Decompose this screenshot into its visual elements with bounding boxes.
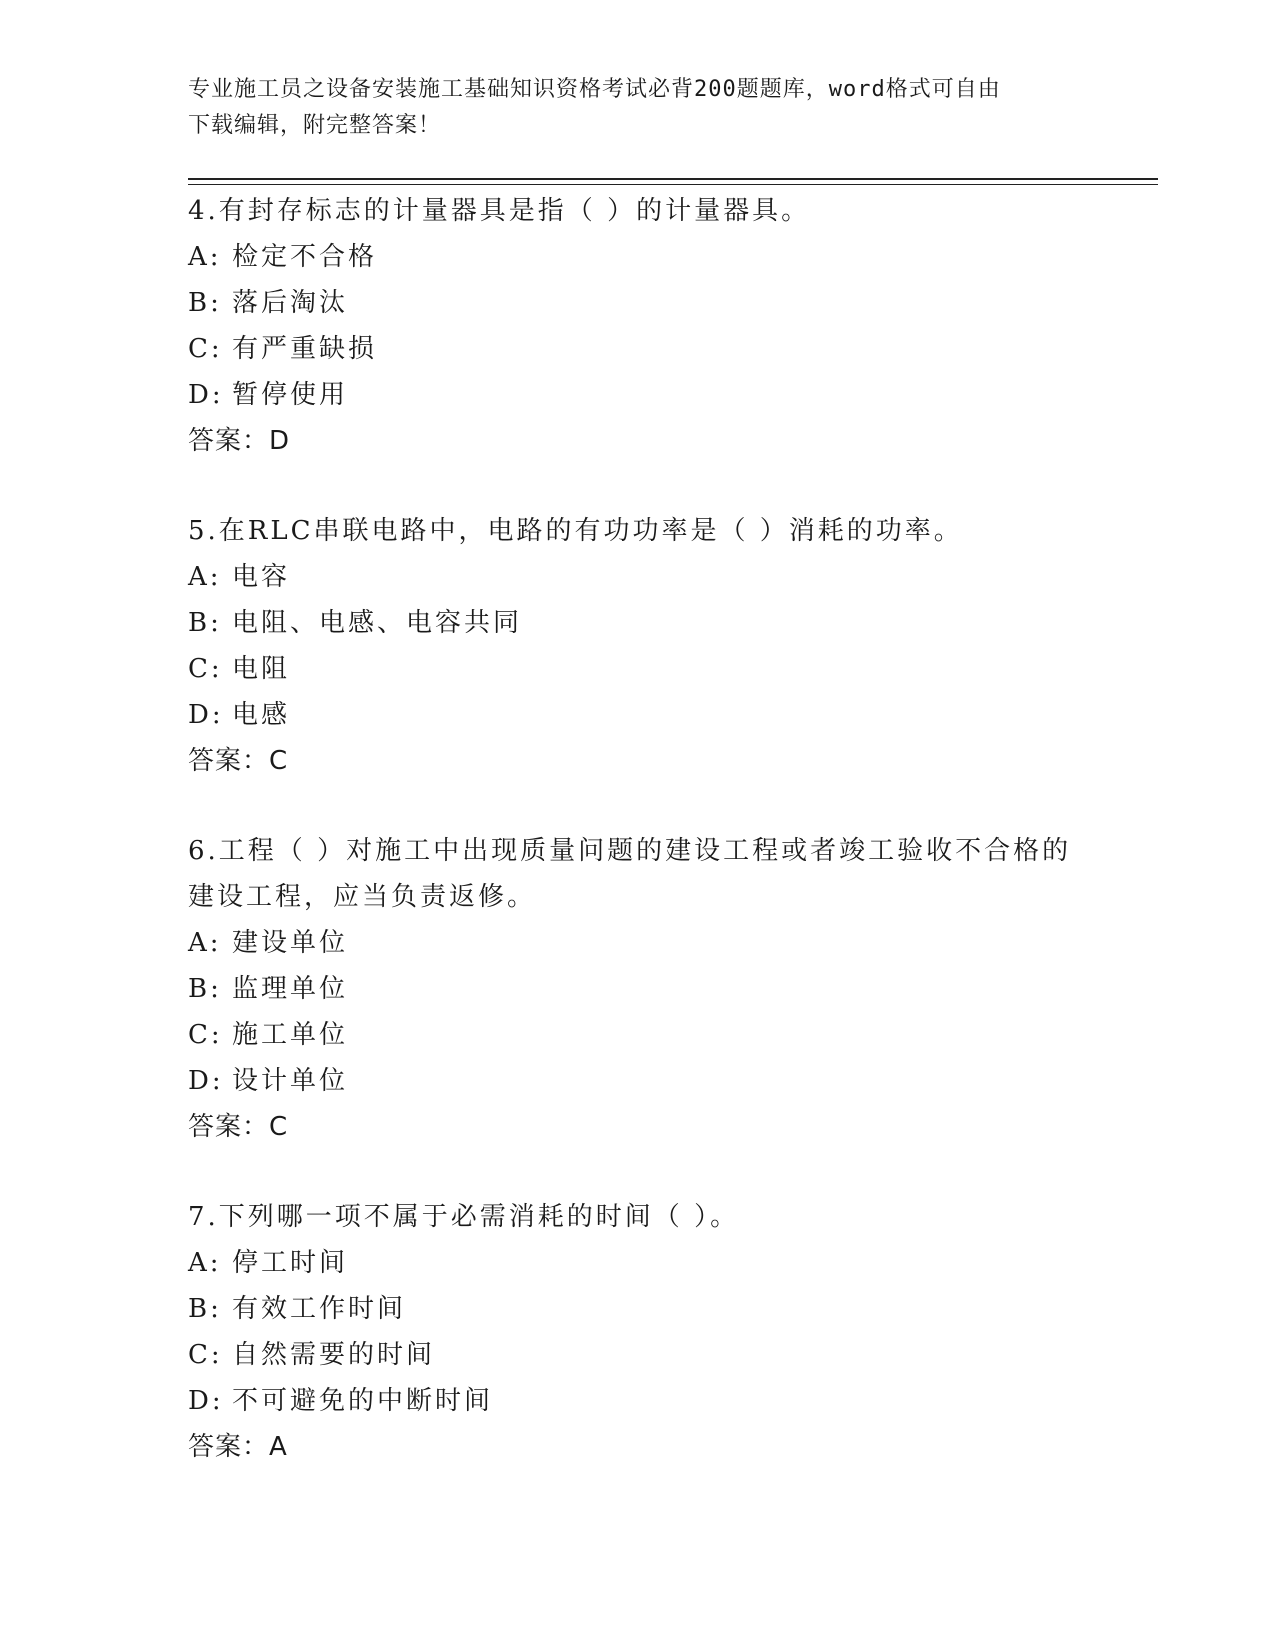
option-d	[188, 692, 1088, 738]
document-header	[188, 72, 1068, 144]
question-stem-line-2: 建设工程，应当负责返修。	[188, 882, 537, 912]
option-letter: D:	[188, 1386, 224, 1416]
header-divider-thin	[188, 184, 1158, 185]
option-c	[188, 326, 1088, 372]
option-text: 设计单位	[232, 1066, 349, 1096]
option-letter: A:	[188, 562, 222, 592]
question-stem-line-1: 6.工程（ ）对施工中出现质量问题的建设工程或者竣工验收不合格的	[188, 836, 1072, 866]
option-letter: B:	[188, 974, 222, 1004]
option-b	[188, 600, 1088, 646]
option-text: 有效工作时间	[232, 1294, 407, 1324]
option-letter: B:	[188, 1294, 222, 1324]
option-text: 暂停使用	[232, 380, 349, 410]
option-text: 落后淘汰	[232, 288, 349, 318]
option-letter: B:	[188, 288, 222, 318]
option-b	[188, 1286, 1088, 1332]
question-stem: 7.下列哪一项不属于必需消耗的时间（ ）。	[188, 1202, 740, 1232]
option-a	[188, 920, 1088, 966]
option-c	[188, 1012, 1088, 1058]
option-text: 自然需要的时间	[232, 1340, 436, 1370]
question-stem: 5.在RLC串联电路中，电路的有功功率是（ ）消耗的功率。	[188, 516, 963, 546]
option-letter: D:	[188, 1066, 224, 1096]
option-text: 有严重缺损	[232, 334, 378, 364]
answer-label: 答案：C	[188, 1112, 289, 1142]
option-letter: C:	[188, 1340, 223, 1370]
option-letter: C:	[188, 334, 223, 364]
option-b	[188, 280, 1088, 326]
option-a	[188, 1240, 1088, 1286]
option-text: 施工单位	[232, 1020, 349, 1050]
header-divider-thick	[188, 178, 1158, 180]
option-letter: A:	[188, 242, 222, 272]
option-text: 不可避免的中断时间	[232, 1386, 494, 1416]
option-text: 停工时间	[232, 1248, 349, 1278]
header-line-1: 专业施工员之设备安装施工基础知识资格考试必背200题题库，word格式可自由	[188, 77, 1001, 102]
option-text: 检定不合格	[232, 242, 378, 272]
option-text: 建设单位	[232, 928, 349, 958]
answer-label: 答案：C	[188, 746, 289, 776]
question-5	[188, 508, 1088, 784]
option-letter: C:	[188, 1020, 223, 1050]
option-a	[188, 554, 1088, 600]
option-c	[188, 646, 1088, 692]
answer-label: 答案：A	[188, 1432, 288, 1462]
option-text: 电阻	[232, 654, 291, 684]
question-6	[188, 828, 1088, 1150]
option-letter: A:	[188, 928, 222, 958]
option-letter: B:	[188, 608, 222, 638]
option-text: 监理单位	[232, 974, 349, 1004]
option-letter: D:	[188, 700, 224, 730]
header-line-2: 下载编辑，附完整答案！	[188, 113, 442, 138]
question-4	[188, 188, 1088, 464]
option-d	[188, 372, 1088, 418]
answer-label: 答案：D	[188, 426, 291, 456]
option-b	[188, 966, 1088, 1012]
option-c	[188, 1332, 1088, 1378]
question-7	[188, 1194, 1088, 1470]
option-d	[188, 1378, 1088, 1424]
option-a	[188, 234, 1088, 280]
option-d	[188, 1058, 1088, 1104]
option-text: 电阻、电感、电容共同	[232, 608, 523, 638]
option-letter: C:	[188, 654, 223, 684]
option-text: 电容	[232, 562, 291, 592]
option-letter: D:	[188, 380, 224, 410]
question-stem: 4.有封存标志的计量器具是指（ ）的计量器具。	[188, 196, 811, 226]
option-letter: A:	[188, 1248, 222, 1278]
option-text: 电感	[232, 700, 291, 730]
